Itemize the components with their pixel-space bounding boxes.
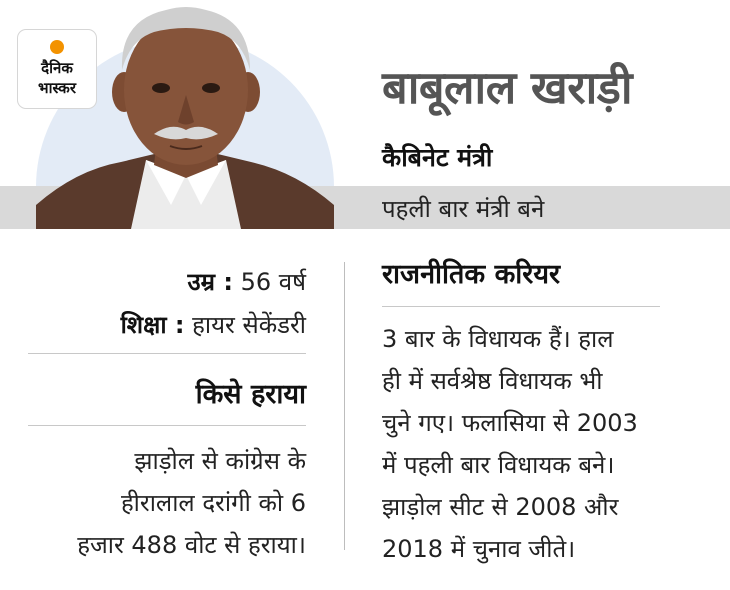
- career-text: [382, 318, 702, 570]
- dainik-bhaskar-logo: [18, 30, 96, 108]
- person-name: बाबूलाल खराड़ी: [382, 61, 632, 114]
- defeated-line: हीरालाल दरांगी को 6: [120, 489, 306, 517]
- education-row: [121, 308, 306, 341]
- column-divider: [344, 262, 345, 550]
- logo-line1: दैनिक: [41, 59, 73, 77]
- education-value: हायर सेकेंडरी: [192, 311, 306, 339]
- career-line: चुने गए। फलासिया से 2003: [382, 409, 638, 437]
- education-label: शिक्षा :: [120, 311, 185, 339]
- first-time-note: पहली बार मंत्री बने: [382, 195, 545, 223]
- logo-line2: भास्कर: [38, 79, 76, 97]
- post-title: कैबिनेट मंत्री: [382, 143, 493, 172]
- career-heading: राजनीतिक करियर: [382, 259, 561, 290]
- age-label: उम्र :: [187, 268, 233, 296]
- career-line: 3 बार के विधायक हैं। हाल: [382, 325, 614, 353]
- defeated-heading: किसे हराया: [195, 379, 306, 410]
- divider-left-bottom: [28, 425, 306, 426]
- career-line: झाड़ोल सीट से 2008 और: [382, 493, 619, 521]
- defeated-line: हजार 488 वोट से हराया।: [77, 531, 306, 559]
- career-line: ही में सर्वश्रेष्ठ विधायक भी: [382, 367, 603, 395]
- age-row: [188, 265, 307, 298]
- career-line: 2018 में चुनाव जीते।: [382, 535, 576, 563]
- divider-left-top: [28, 353, 306, 354]
- defeated-line: झाड़ोल से कांग्रेस के: [134, 447, 306, 475]
- divider-right: [382, 306, 660, 307]
- sun-icon: [50, 40, 64, 54]
- career-line: में पहली बार विधायक बने।: [382, 451, 615, 479]
- age-value: 56 वर्ष: [240, 268, 306, 296]
- defeated-text: [28, 440, 306, 566]
